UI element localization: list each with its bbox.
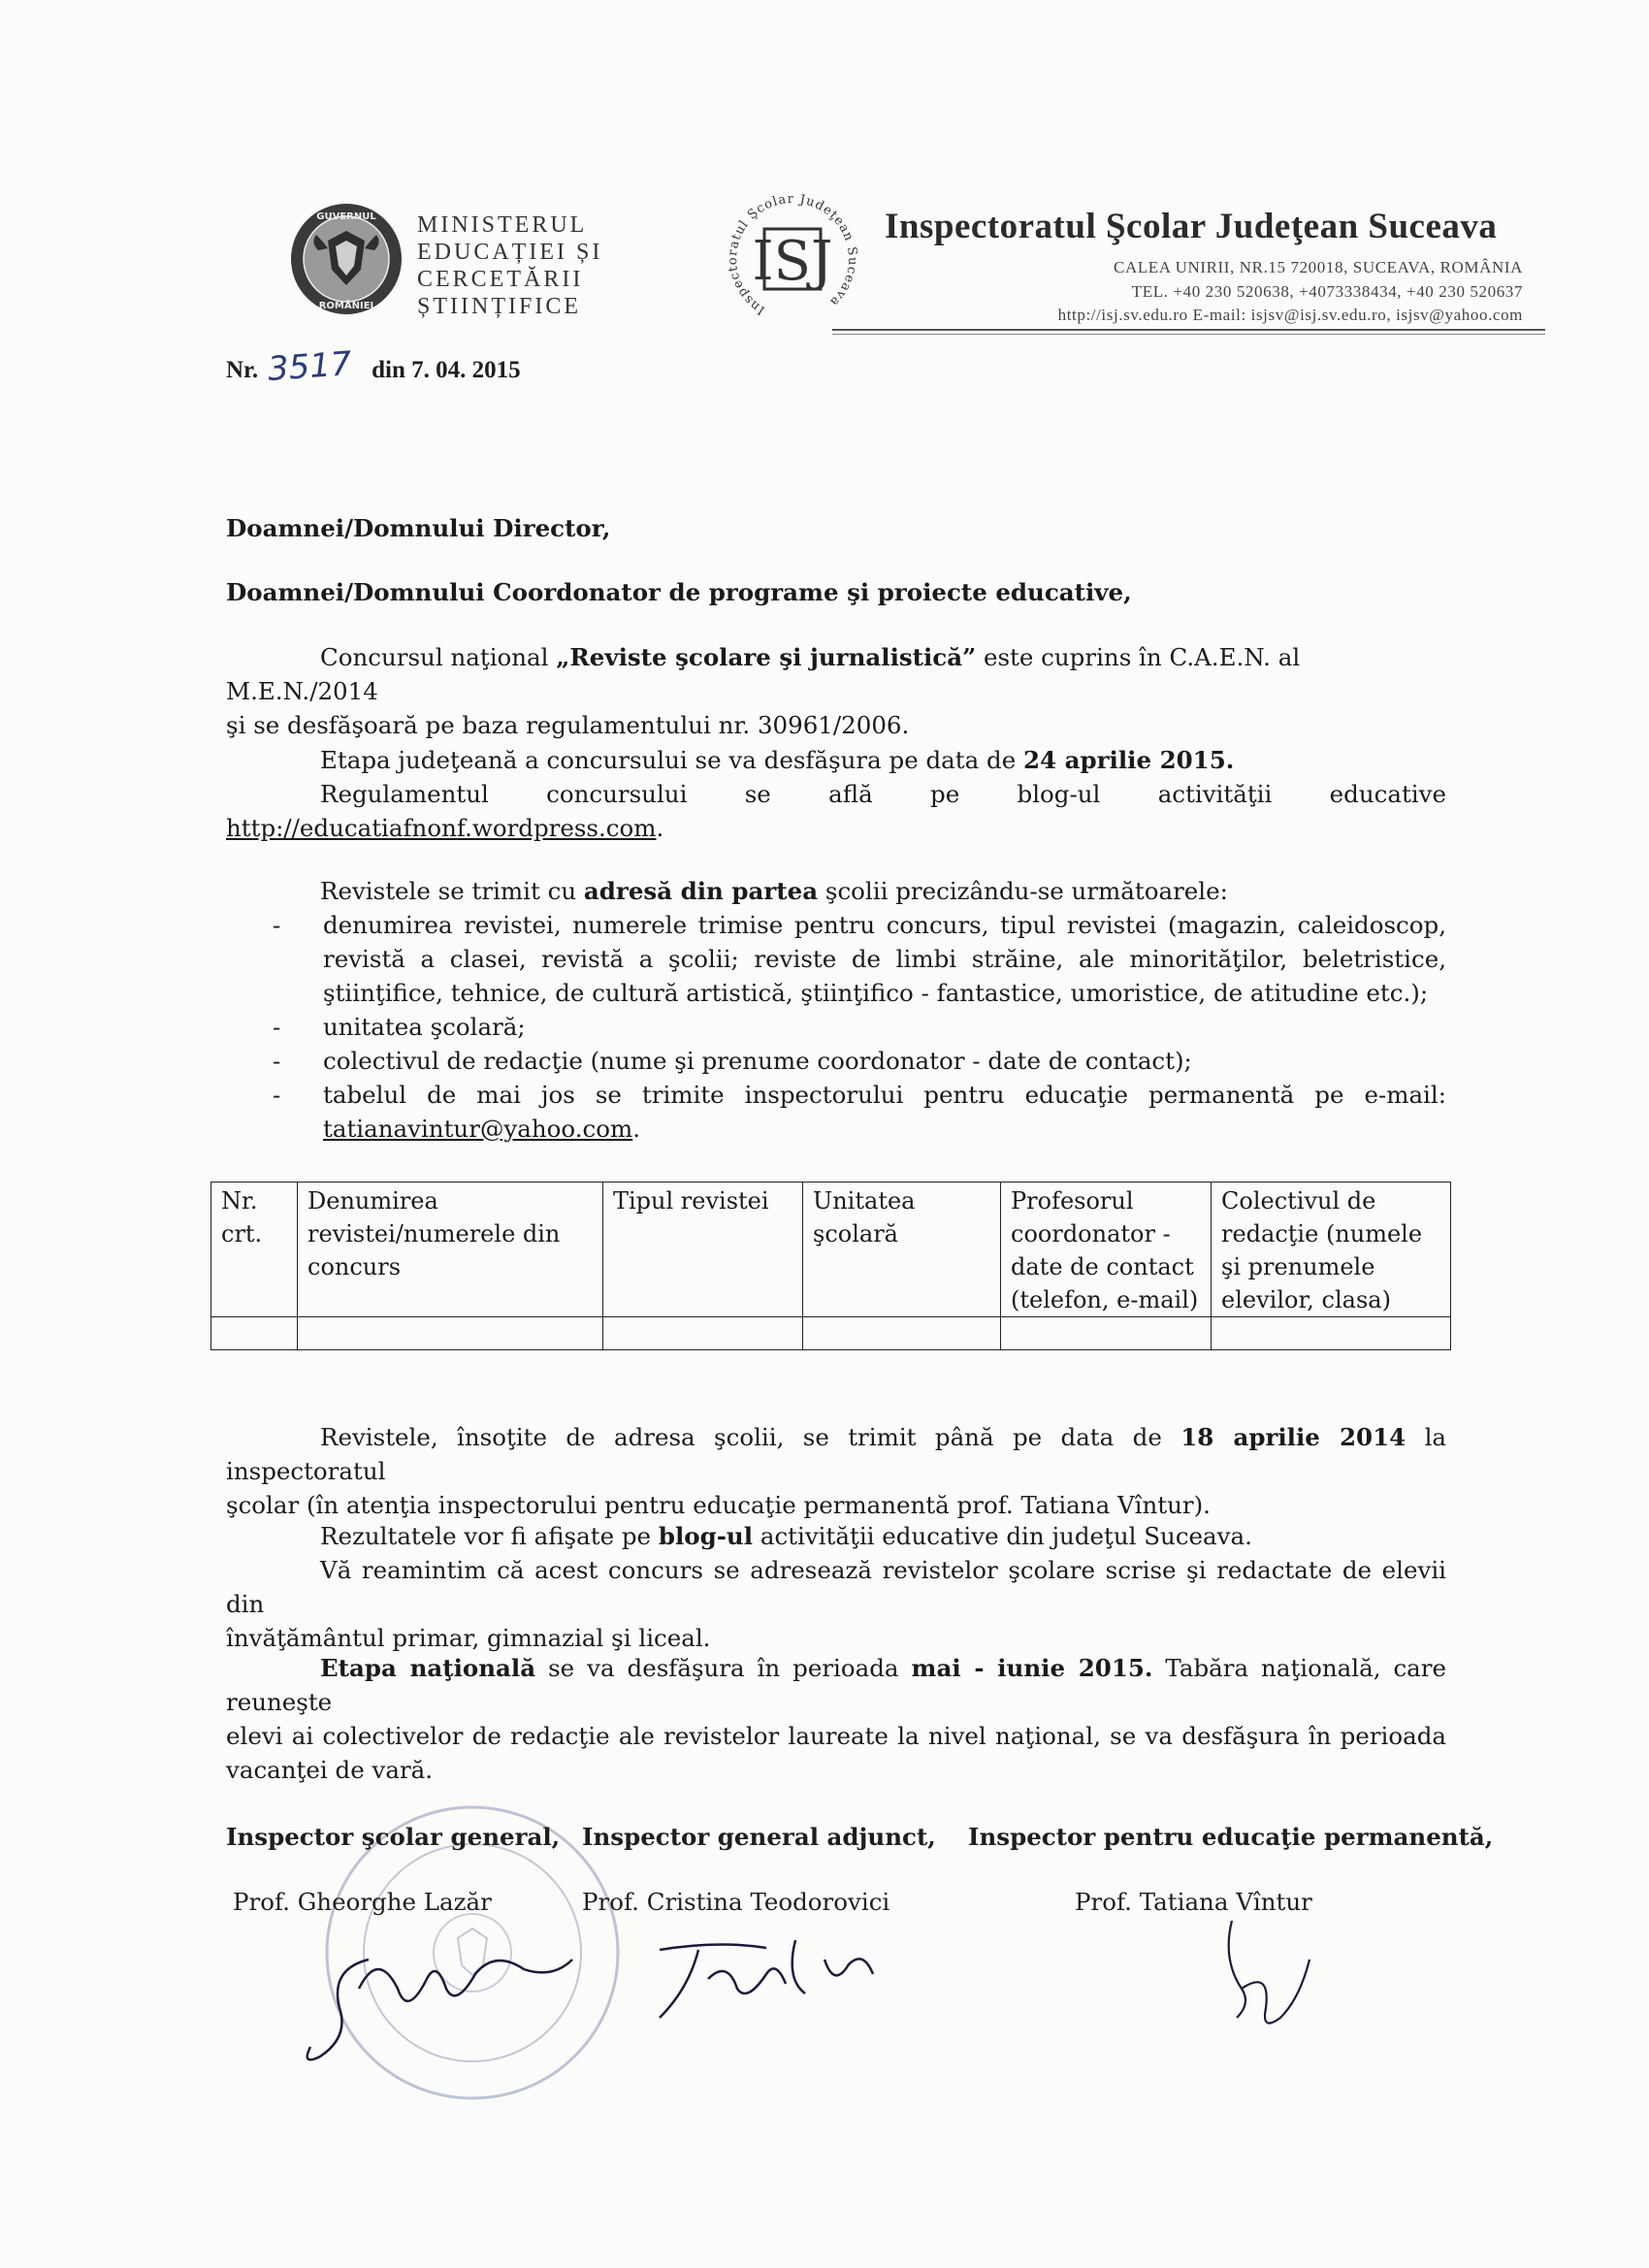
table-header: Unitatea şcolară (803, 1183, 1001, 1317)
government-crest-icon (289, 202, 404, 316)
emphasis: adresă din partea (583, 877, 819, 905)
table-header: Denumirea revistei/numerele din concurs (298, 1183, 603, 1317)
paragraph-deadline (226, 1420, 1446, 1522)
list-item: - colectivul de redacţie (nume şi prenume coordonator - date de contact); (273, 1047, 1192, 1075)
county-stage-date: 24 aprilie 2015. (1023, 746, 1235, 774)
registration-date: din 7. 04. 2015 (372, 357, 521, 383)
table-row (211, 1317, 1451, 1350)
national-stage-period: mai - iunie 2015. (911, 1654, 1153, 1682)
svg-text:Inspectoratul Şcolar Judeţean: Inspectoratul Şcolar Judeţean Suceava (725, 191, 860, 318)
text: şi se desfăşoară pe baza regulamentului nr. 30961/2006. (226, 711, 910, 739)
signature-vintur-icon (1193, 1901, 1339, 2047)
list-item-text: unitatea şcolară; (323, 1013, 526, 1041)
ministry-line: CERCETĂRII (417, 267, 584, 292)
text: şcolar (în atenţia inspectorului pentru educaţie permanentă prof. Tatiana Vîntur). (226, 1491, 1211, 1519)
header-divider (832, 334, 1545, 335)
text: şcolii precizându-se următoarele: (818, 877, 1228, 905)
list-item: - denumirea revistei, numerele trimise pentru concurs, tipul revistei (magazin, caleidoscop, revistă a clasei, revistă a şcolii; reviste de limbi străine, ale minorităţilor, beletristice, ştiinţifice, tehnice, de cultură artistică, ştiinţifico - fantastice, umoristice, de atitudine etc.); (273, 911, 1446, 1007)
signatory-name-deputy: Prof. Cristina Teodorovici (582, 1888, 890, 1916)
svg-text:ISJ: ISJ (752, 230, 833, 293)
blog-link[interactable]: http://educatiafnonf.wordpress.com (226, 814, 657, 842)
addressee-director: Doamnei/Domnului Director, (226, 514, 611, 542)
text: . (632, 1115, 641, 1143)
signature-teodorovici-icon (640, 1921, 892, 2027)
table-header: Colectivul de redacţie (numele şi prenumele elevilor, clasa) (1212, 1183, 1451, 1317)
list-item-text: tabelul de mai jos se trimite inspectorului pentru educaţie permanentă pe e-mail: (323, 1081, 1446, 1109)
text: vacanţei de vară. (226, 1756, 434, 1784)
paragraph-results (226, 1519, 1446, 1553)
table-cell[interactable] (1001, 1317, 1212, 1350)
table-header: Nr. crt. (211, 1183, 298, 1317)
text: Tabăra naţională, care reuneşte (226, 1654, 1446, 1716)
text: Etapa judeţeană a concursului se va desfăşura pe data de (320, 746, 1023, 774)
text: este cuprins în C.A.E.N. al M.E.N./2014 (226, 643, 1301, 705)
institution-address: CALEA UNIRII, NR.15 720018, SUCEAVA, ROMÂNIA (1114, 258, 1523, 276)
table-header-row (211, 1183, 1451, 1317)
isj-logo-icon (716, 184, 869, 330)
requirements-list (226, 908, 1446, 1146)
submission-table (210, 1182, 1451, 1350)
text: la inspectoratul (226, 1423, 1447, 1485)
paragraph-national-stage (226, 1651, 1446, 1787)
header-divider (832, 329, 1545, 331)
signature-title-deputy: Inspector general adjunct, (582, 1823, 936, 1851)
text: Concursul naţional (320, 643, 557, 671)
list-item-text: colectivul de redacţie (nume şi prenume coordonator - date de contact); (323, 1047, 1192, 1075)
signature-lazar-icon (291, 1930, 601, 2076)
email-link[interactable]: tatianavintur@yahoo.com (323, 1115, 633, 1143)
text: Revistele se trimit cu (320, 877, 584, 905)
signature-title-general: Inspector şcolar general, (226, 1823, 561, 1851)
handwritten-number: 3517 (267, 344, 354, 389)
registration-prefix: Nr. (226, 357, 259, 383)
paragraph-reminder (226, 1553, 1446, 1655)
svg-text:ROMÂNIEI: ROMÂNIEI (318, 301, 374, 311)
contest-name: „Reviste şcolare şi jurnalistică” (556, 643, 977, 671)
ministry-line: ȘTIINȚIFICE (417, 294, 581, 319)
text: Revistele, însoţite de adresa şcolii, se trimit până pe data de (320, 1423, 1181, 1451)
table-header: Profesorul coordonator - date de contact (telefon, e-mail) (1001, 1183, 1212, 1317)
list-item: - unitatea şcolară; (273, 1013, 526, 1041)
table-cell[interactable] (803, 1317, 1001, 1350)
emphasis: Etapa naţională (320, 1654, 536, 1682)
list-item-text: denumirea revistei, numerele trimise pentru concurs, tipul revistei (magazin, caleidoscop, revistă a clasei, revistă a şcolii; reviste de limbi străine, ale minorităţilor, beletristice, ştiinţifice, tehnice, de cultură artistică, ştiinţifico - fantastice, umoristice, de atitudine etc.); (323, 911, 1446, 1007)
paragraph-regulation (226, 777, 1446, 845)
text: activităţii educative din judeţul Suceava. (753, 1522, 1252, 1550)
list-item: - tabelul de mai jos se trimite inspectorului pentru educaţie permanentă pe e-mail: tatianavintur@yahoo.com. (226, 1078, 1446, 1146)
registration-number (226, 344, 521, 389)
institution-phone: TEL. +40 230 520638, +4073338434, +40 230 520637 (1131, 282, 1523, 301)
ministry-line: EDUCAȚIEI ȘI (417, 240, 603, 265)
ministry-line: MINISTERUL (417, 212, 588, 238)
deadline-date: 18 aprilie 2014 (1180, 1423, 1406, 1451)
table-cell[interactable] (1212, 1317, 1451, 1350)
text: Regulamentul concursului se află pe blog-ul activităţii educative (320, 780, 1446, 808)
signatory-name-general: Prof. Gheorghe Lazăr (233, 1888, 492, 1916)
paragraph-contest (226, 640, 1446, 742)
text: învăţământul primar, gimnazial şi liceal. (226, 1624, 711, 1652)
institution-name: Inspectoratul Şcolar Judeţean Suceava (885, 207, 1498, 246)
table-header: Tipul revistei (603, 1183, 803, 1317)
signatory-name-permanent-education: Prof. Tatiana Vîntur (1075, 1888, 1312, 1916)
addressee-coordinator: Doamnei/Domnului Coordonator de programe şi proiecte educative, (226, 578, 1132, 606)
text: . (656, 814, 664, 842)
svg-text:GUVERNUL: GUVERNUL (316, 211, 376, 222)
table-cell[interactable] (211, 1317, 298, 1350)
table-cell[interactable] (603, 1317, 803, 1350)
institution-web-email: http://isj.sv.edu.ro E-mail: isjsv@isj.sv.edu.ro, isjsv@yahoo.com (1057, 306, 1523, 324)
text: se va desfăşura în perioada (535, 1654, 912, 1682)
paragraph-submission (226, 874, 1446, 908)
text: elevi ai colectivelor de redacţie ale revistelor laureate la nivel naţional, se va desfăşura în perioada (226, 1722, 1446, 1750)
text: Vă reamintim că acest concurs se adresează revistelor şcolare scrise şi redactate de elevii din (226, 1556, 1446, 1618)
table-cell[interactable] (298, 1317, 603, 1350)
ministry-name (417, 211, 602, 320)
signature-title-permanent-education: Inspector pentru educaţie permanentă, (968, 1823, 1494, 1851)
emphasis: blog-ul (658, 1522, 754, 1550)
text: Rezultatele vor fi afişate pe (320, 1522, 659, 1550)
paragraph-county-stage (226, 743, 1446, 777)
